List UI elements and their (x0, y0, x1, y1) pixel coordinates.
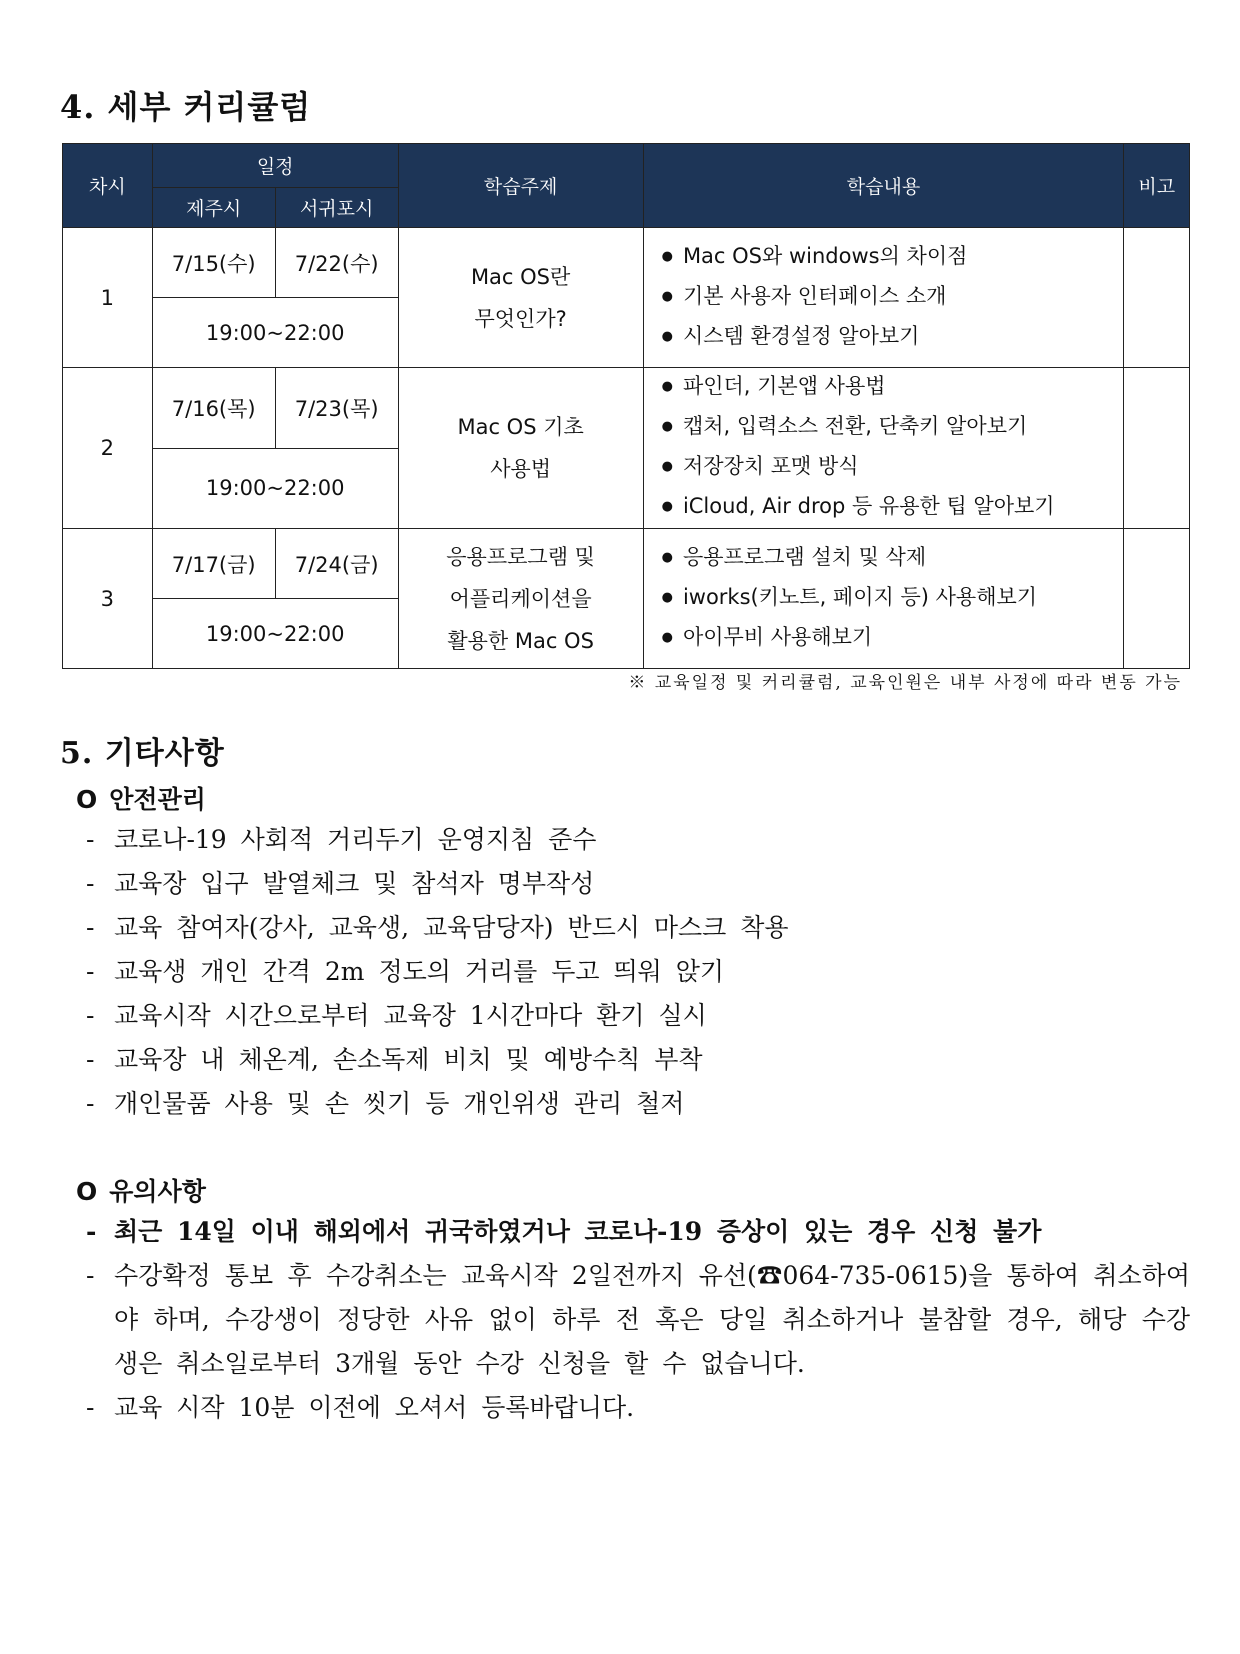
content-item: ● iworks(키노트, 페이지 등) 사용해보기 (662, 579, 1124, 619)
header-schedule: 일정 (152, 144, 398, 188)
topic-line: 사용법 (490, 457, 552, 481)
section-4-title: 4. 세부 커리큘럼 (60, 88, 312, 126)
content-item: ● 시스템 환경설정 알아보기 (662, 318, 1124, 358)
safety-list (86, 818, 1190, 1126)
table-row (63, 228, 1190, 298)
content-item: ● 아이무비 사용해보기 (662, 619, 1124, 659)
topic-cell (398, 228, 643, 368)
circle-bullet-icon: O (76, 785, 98, 814)
list-item: - 최근 14일 이내 해외에서 귀국하였거나 코로나-19 증상이 있는 경우 신청 불가 (86, 1210, 1190, 1254)
header-session: 차시 (63, 144, 153, 228)
table-footnote: ※ 교육일정 및 커리큘럼, 교육인원은 내부 사정에 따라 변동 가능 (628, 673, 1182, 693)
header-topic: 학습주제 (398, 144, 643, 228)
header-content: 학습내용 (643, 144, 1124, 228)
caution-heading (76, 1172, 206, 1208)
session-number: 1 (63, 228, 153, 368)
list-item: - 교육 시작 10분 이전에 오셔서 등록바랍니다. (86, 1386, 1190, 1430)
content-item: ● 저장장치 포맷 방식 (662, 448, 1124, 488)
topic-line: Mac OS 기초 (457, 415, 584, 439)
topic-cell (398, 529, 643, 669)
note-cell (1124, 529, 1190, 669)
list-item: - 개인물품 사용 및 손 씻기 등 개인위생 관리 철저 (86, 1082, 1190, 1126)
list-item: - 교육장 내 체온계, 손소독제 비치 및 예방수칙 부착 (86, 1038, 1190, 1082)
topic-line: Mac OS란 (470, 264, 571, 289)
list-item: - 교육생 개인 간격 2m 정도의 거리를 두고 띄워 앉기 (86, 950, 1190, 994)
content-item: ● 응용프로그램 설치 및 삭제 (662, 539, 1124, 579)
note-cell (1124, 228, 1190, 368)
table-row (63, 529, 1190, 599)
list-item: - 교육 참여자(강사, 교육생, 교육담당자) 반드시 마스크 착용 (86, 906, 1190, 950)
content-cell (643, 228, 1124, 368)
list-item: - 교육장 입구 발열체크 및 참석자 명부작성 (86, 862, 1190, 906)
content-item: ● iCloud, Air drop 등 유용한 팁 알아보기 (662, 488, 1124, 528)
jeju-date: 7/16(목) (152, 368, 275, 449)
header-note: 비고 (1124, 144, 1190, 228)
time-cell: 19:00~22:00 (152, 599, 398, 669)
note-cell (1124, 368, 1190, 529)
caution-list (86, 1210, 1190, 1430)
safety-heading-label: 안전관리 (109, 785, 206, 814)
seogwipo-date: 7/24(금) (275, 529, 398, 599)
list-item: - 코로나-19 사회적 거리두기 운영지침 준수 (86, 818, 1190, 862)
jeju-date: 7/17(금) (152, 529, 275, 599)
caution-heading-label: 유의사항 (109, 1177, 206, 1206)
content-item: ● 기본 사용자 인터페이스 소개 (662, 278, 1124, 318)
content-cell (643, 368, 1124, 529)
content-cell (643, 529, 1124, 669)
content-item: ● 캡처, 입력소스 전환, 단축키 알아보기 (662, 408, 1124, 448)
circle-bullet-icon: O (76, 1177, 98, 1206)
curriculum-table (62, 143, 1190, 669)
seogwipo-date: 7/22(수) (275, 228, 398, 298)
seogwipo-date: 7/23(목) (275, 368, 398, 449)
topic-line: 무엇인가? (474, 306, 567, 331)
header-jeju: 제주시 (152, 188, 275, 228)
topic-line: 어플리케이션을 (449, 586, 592, 611)
section-5-title: 5. 기타사항 (60, 736, 225, 771)
time-cell: 19:00~22:00 (152, 448, 398, 529)
topic-line: 활용한 Mac OS (447, 628, 594, 653)
list-item: - 교육시작 시간으로부터 교육장 1시간마다 환기 실시 (86, 994, 1190, 1038)
session-number: 2 (63, 368, 153, 529)
topic-cell (398, 368, 643, 529)
time-cell: 19:00~22:00 (152, 298, 398, 368)
topic-line: 응용프로그램 및 (446, 544, 595, 569)
session-number: 3 (63, 529, 153, 669)
content-item: ● Mac OS와 windows의 차이점 (662, 238, 1124, 278)
list-item: - 수강확정 통보 후 수강취소는 교육시작 2일전까지 유선(☎064-735-0615)을 통하여 취소하여야 하며, 수강생이 정당한 사유 없이 하루 전 혹은 당일 취소하거나 불참할 경우, 해당 수강생은 취소일로부터 3개월 동안 수강 신청을 할 수 없습니다. (86, 1254, 1190, 1386)
header-seogwipo: 서귀포시 (275, 188, 398, 228)
safety-heading (76, 780, 206, 816)
content-item: ● 파인더, 기본앱 사용법 (662, 368, 1124, 408)
jeju-date: 7/15(수) (152, 228, 275, 298)
table-row (63, 368, 1190, 449)
